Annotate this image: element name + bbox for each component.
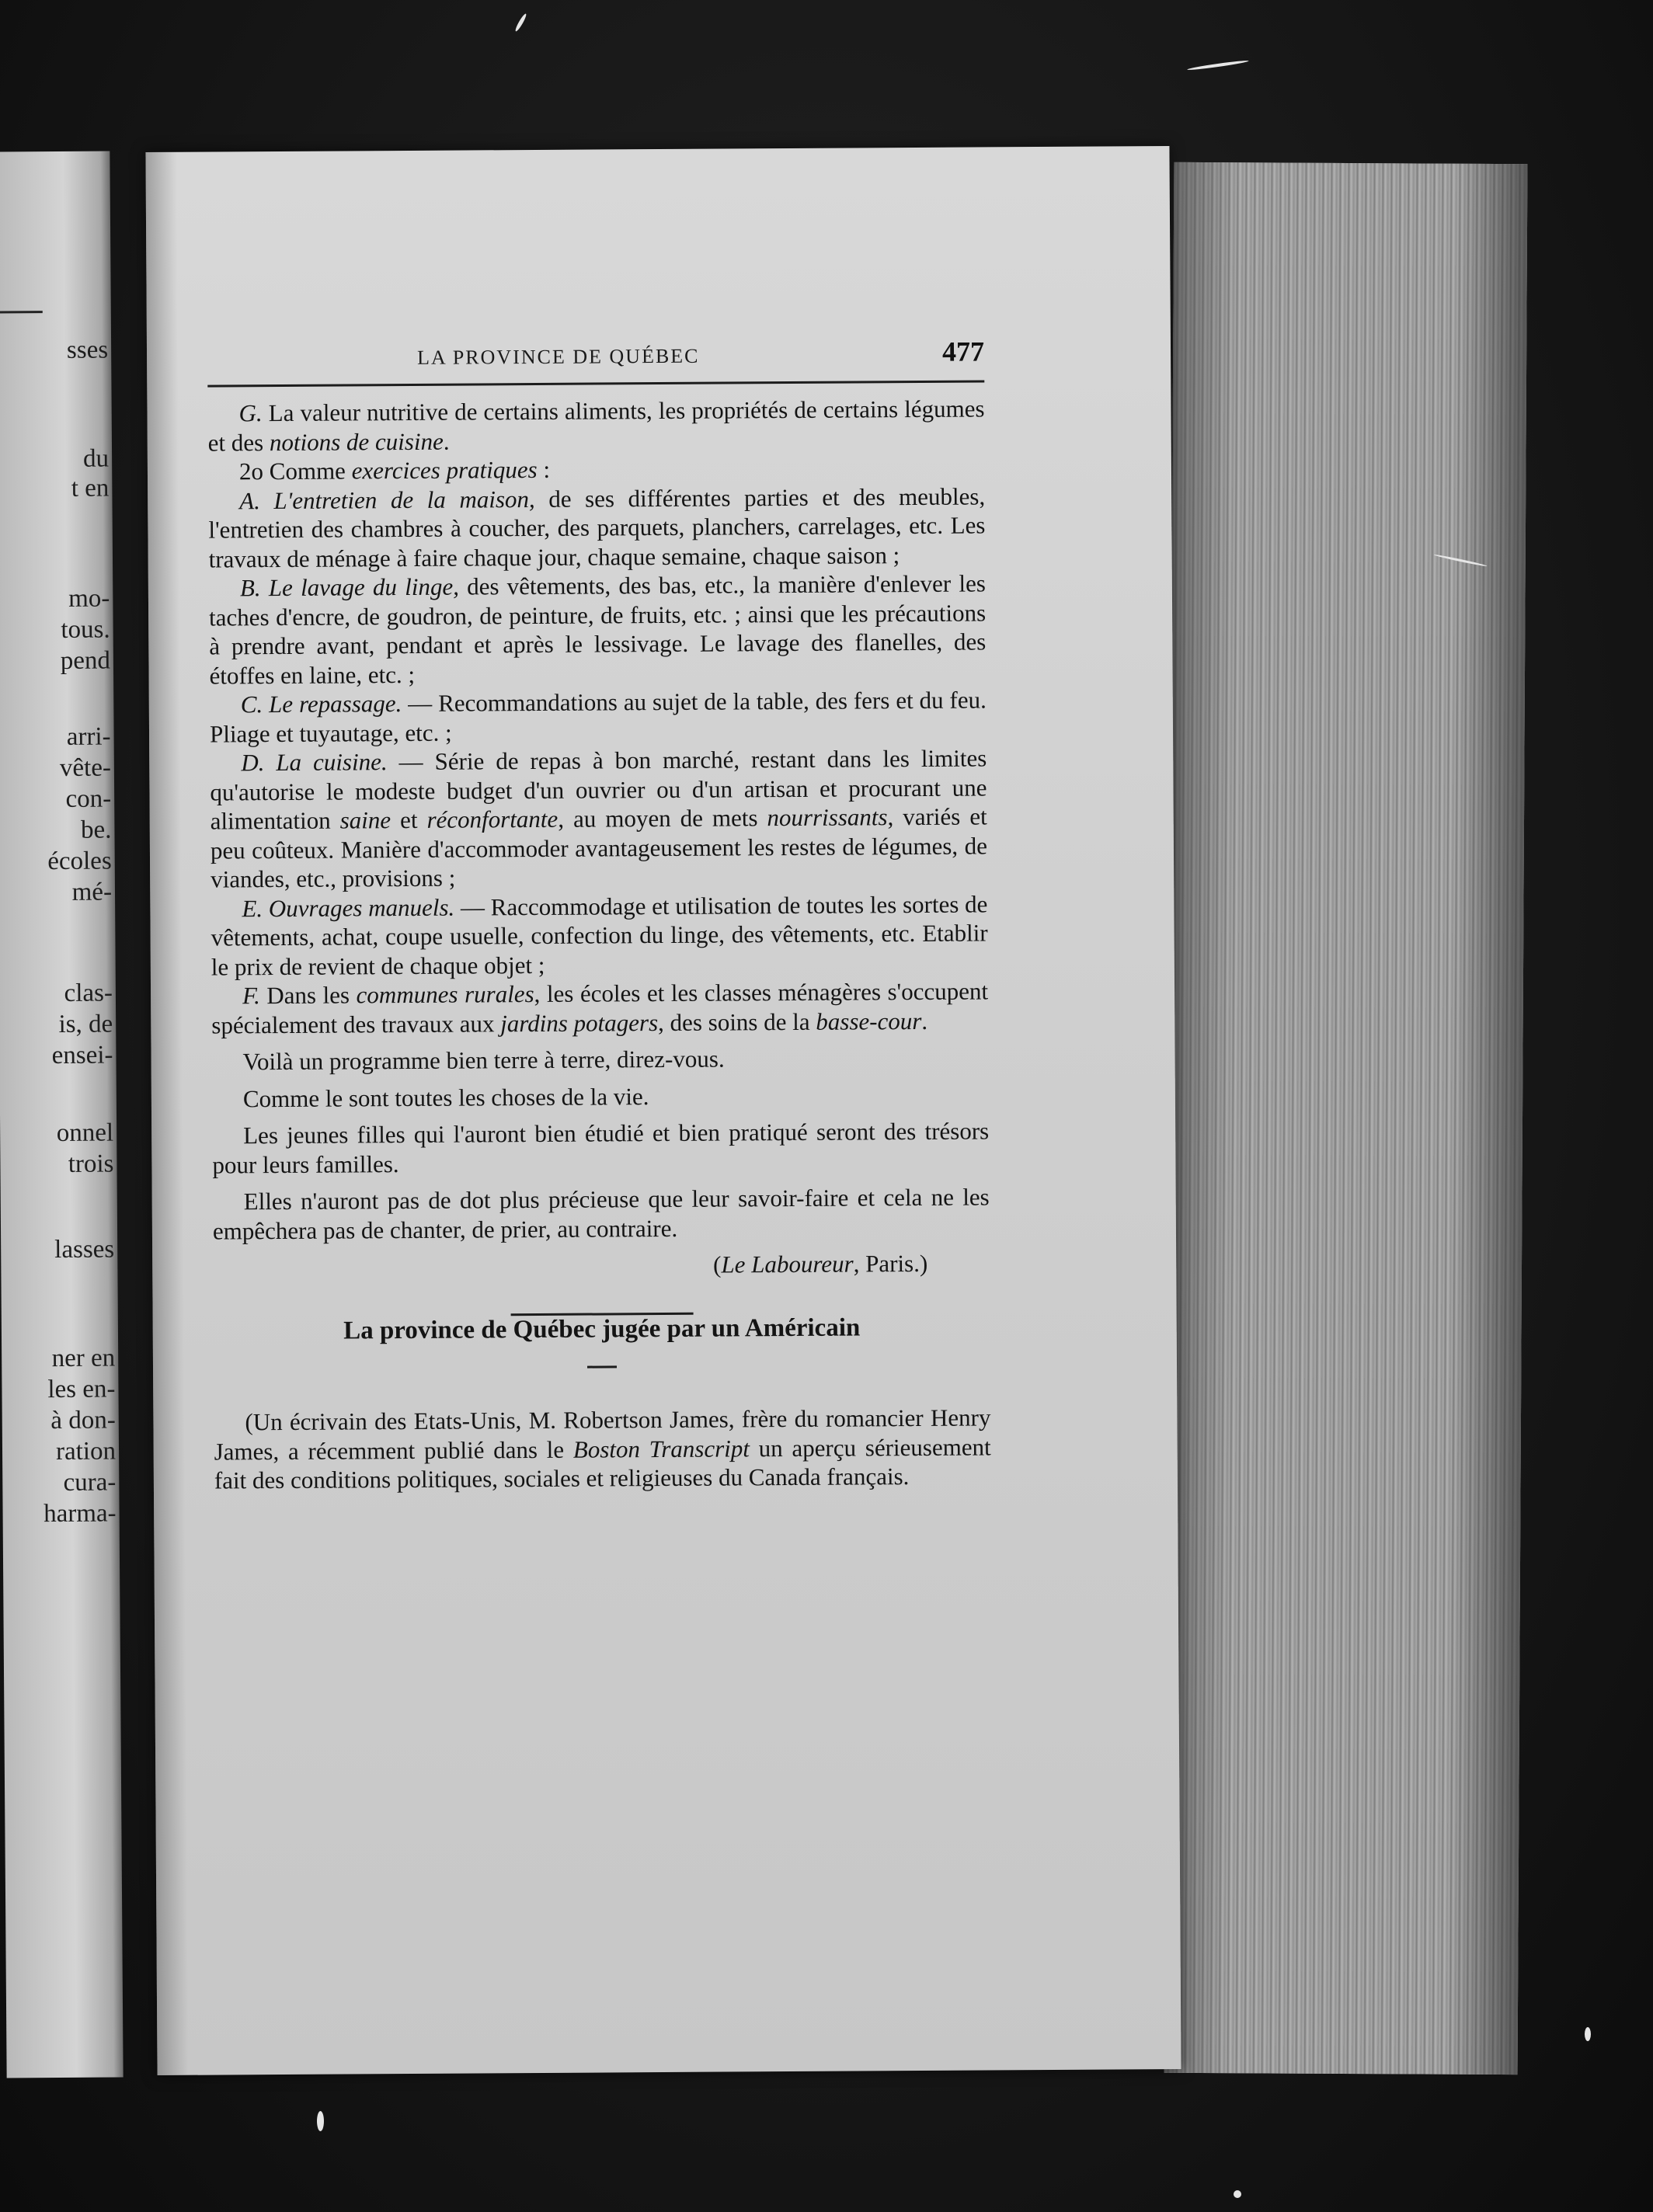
left-page-fragment: mo- xyxy=(68,584,110,613)
title-dash xyxy=(587,1365,617,1368)
paragraph-vie: Comme le sont toutes les choses de la vie. xyxy=(242,1082,649,1112)
page-body xyxy=(207,394,991,1495)
left-page-fragment: cura- xyxy=(63,1468,117,1497)
left-page-fragment: ration xyxy=(55,1437,117,1466)
paragraph-c-repassage: C. Le repassage. — Recommandations au sujet de la table, des fers et du feu. Pliage et tuyautage, etc. ; xyxy=(209,686,987,748)
left-page-fragment: pend xyxy=(60,646,111,675)
paragraph-jeunes-filles: Les jeunes filles qui l'auront bien étudié et bien pratiqué seront des trésors pour leurs familles. xyxy=(212,1117,990,1179)
book-page xyxy=(145,146,1181,2075)
left-page-fragment: mé- xyxy=(71,878,113,906)
left-page-fragment: arri- xyxy=(66,722,111,751)
paragraph-f-communes: F. Dans les communes rurales, les écoles et les classes ménagères s'occupent spécialement des travaux aux jardins potagers, des soins de la basse-cour. xyxy=(211,977,989,1039)
paragraph-g: G. La valeur nutritive de certains aliments, les propriétés de certains légumes et des notions de cuisine. xyxy=(207,395,985,457)
paragraph-exercises: 2o Comme exercices pratiques : xyxy=(238,455,551,485)
left-page-rule xyxy=(0,311,43,313)
left-page-fragment: t en xyxy=(71,474,110,503)
source-citation: (Le Laboureur, Paris.) xyxy=(712,1249,928,1278)
left-page-fragment: onnel xyxy=(56,1118,114,1148)
left-page-fragment: ensei- xyxy=(51,1041,113,1070)
running-title: LA PROVINCE DE QUÉBEC xyxy=(416,344,700,369)
left-page-fragment: trois xyxy=(68,1149,114,1178)
paragraph-dot: Elles n'auront pas de dot plus précieuse que leur savoir-faire et cela ne les empêchera pas de chanter, de prier, au contraire. xyxy=(212,1183,990,1245)
paragraph-b-linge: B. Le lavage du linge, des vêtements, des bas, etc., la manière d'enlever les taches d'encre, de goudron, de peinture, de fruits, etc. ; ainsi que les précautions à prendre avant, pendant et après le lessivage. Le lavage des flanelles, des étoffes en laine, etc. ; xyxy=(209,569,987,690)
left-page-fragment: vête- xyxy=(59,753,112,782)
paragraph-a-maison: A. L'entretien de la maison, de ses différentes parties et des meubles, l'entretien des chambres à coucher, des parquets, planchers, carrelages, etc. Les travaux de ménage à faire chaque jour, chaque semaine, chaque saison ; xyxy=(208,482,986,573)
left-page-fragment: les en- xyxy=(47,1375,116,1404)
left-page-fragment: harma- xyxy=(44,1499,117,1529)
left-page-fragment: ner en xyxy=(51,1344,116,1373)
book-page-edges xyxy=(1164,162,1528,2075)
page-number: 477 xyxy=(941,336,985,367)
paragraph-programme: Voilà un programme bien terre à terre, direz-vous. xyxy=(242,1045,725,1076)
left-page-fragment: à don- xyxy=(50,1406,116,1435)
left-page-fragment: is, de xyxy=(58,1010,113,1038)
left-page-fragment: lasses xyxy=(54,1235,115,1264)
section-title: La province de Québec jugée par un Américain xyxy=(343,1313,861,1345)
section-intro: (Un écrivain des Etats-Unis, M. Robertson James, frère du romancier Henry James, a récemment publié dans le Boston Transcript un aperçu sérieusement fait des conditions politiques, sociales et religieuses du Canada français. xyxy=(214,1403,991,1494)
left-page-fragment: clas- xyxy=(64,979,113,1007)
left-facing-page xyxy=(0,151,124,2078)
paragraph-d-cuisine: D. La cuisine. — Série de repas à bon marché, restant dans les limites qu'autorise le modeste budget d'un ouvrier ou d'un artisan et procurant une alimentation saine et réconfortante, au moyen de mets nourrissants, variés et peu coûteux. Manière d'accommoder avantageusement les restes de légumes, de viandes, etc., provisions ; xyxy=(210,744,988,893)
left-page-fragment: sses xyxy=(66,336,109,364)
left-page-fragment: du xyxy=(82,444,110,473)
left-page-fragment: écoles xyxy=(47,847,112,876)
left-page-fragment: be. xyxy=(80,816,112,844)
paragraph-e-ouvrages: E. Ouvrages manuels. — Raccommodage et utilisation de toutes les sortes de vêtements, achat, coupe usuelle, confection du linge, des vêtements, etc. Etablir le prix de revient de chaque objet ; xyxy=(211,889,988,981)
left-page-fragment: tous. xyxy=(61,615,110,644)
left-page-fragment: con- xyxy=(65,784,112,813)
